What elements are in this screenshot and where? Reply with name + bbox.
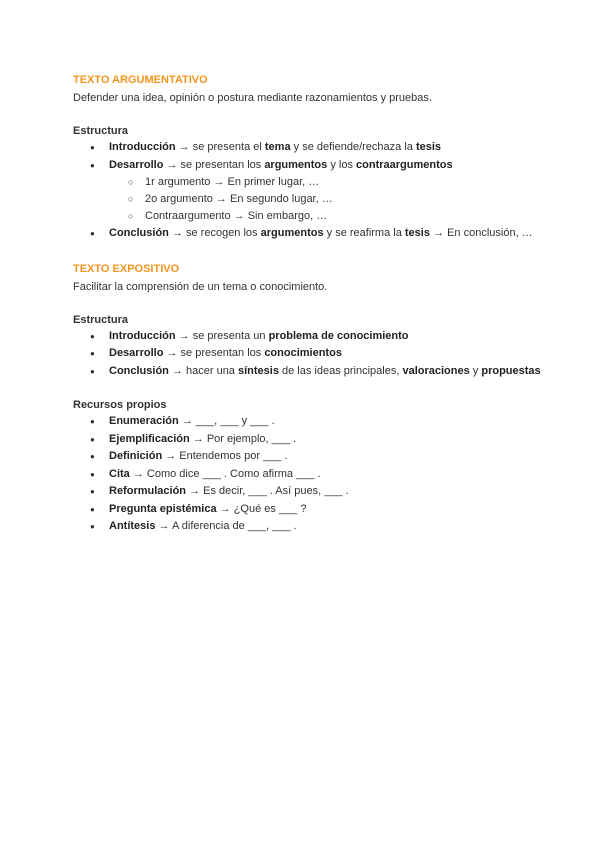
document-page	[73, 73, 553, 536]
text-run: → A diferencia de ___, ___ .	[155, 520, 297, 532]
bold-term: Desarrollo	[109, 158, 164, 171]
text-run: → hacer una	[168, 364, 238, 377]
text-run: → Entendemos por ___ .	[162, 450, 288, 462]
text-run: y	[469, 364, 482, 377]
sub-list-item: ○ 2o argumento → En segundo lugar, …	[73, 191, 553, 208]
bold-term: problema de conocimiento	[268, 329, 409, 342]
bold-term: Conclusión	[109, 364, 169, 377]
bold-term: argumentos	[260, 227, 324, 239]
bold-term: Ejemplificación	[109, 432, 190, 445]
text-run: → se presentan los	[163, 347, 265, 359]
bold-term: Introducción	[109, 329, 176, 342]
text-run: → En conclusión, …	[429, 227, 533, 239]
bold-term: tesis	[415, 141, 442, 153]
list-item	[73, 448, 553, 466]
bold-term: Pregunta epistémica	[109, 502, 217, 515]
bold-term: tema	[264, 141, 291, 153]
list-item	[73, 413, 553, 431]
bold-term: contraargumentos	[356, 158, 453, 171]
argumentativo-title: TEXTO ARGUMENTATIVO	[73, 74, 208, 86]
bold-term: síntesis	[237, 364, 279, 377]
bold-term: argumentos	[264, 158, 328, 171]
text-run: → Como dice ___ . Como afirma ___ .	[129, 467, 321, 480]
argumentativo-structure-list	[73, 139, 553, 243]
bold-term: Definición	[109, 450, 163, 462]
expositivo-description: Facilitar la comprensión de un tema o conocimiento.	[73, 280, 328, 293]
list-item	[73, 157, 553, 175]
list-item	[73, 518, 553, 536]
expositivo-resources-list	[73, 413, 553, 536]
text-run: y se defiende/rechaza la	[290, 141, 416, 153]
expositivo-resources-label: Recursos propios	[73, 399, 167, 411]
list-item	[73, 225, 553, 243]
list-item	[73, 431, 553, 449]
list-item	[73, 466, 553, 484]
bold-term: propuestas	[481, 364, 541, 377]
bold-term: Reformulación	[109, 485, 187, 497]
bold-term: Enumeración	[109, 415, 179, 427]
bold-term: valoraciones	[402, 364, 470, 377]
list-item	[73, 483, 553, 501]
bold-term: tesis	[404, 227, 430, 239]
sub-list-item: ○ Contraargumento → Sin embargo, …	[73, 208, 553, 225]
text-run: → se recogen los	[168, 227, 261, 239]
expositivo-title: TEXTO EXPOSITIVO	[73, 262, 180, 275]
bold-term: Antítesis	[109, 520, 156, 532]
expositivo-structure-label: Estructura	[73, 313, 129, 326]
bold-term: Desarrollo	[109, 347, 164, 359]
sub-list	[73, 174, 553, 225]
bold-term: Conclusión	[109, 227, 169, 239]
bold-term: Introducción	[109, 141, 176, 153]
list-item	[73, 345, 553, 363]
text-run: y se reafirma la	[323, 227, 405, 239]
bold-term: conocimientos	[264, 347, 342, 359]
sub-list-item: ○ 1r argumento → En primer lugar, …	[73, 174, 553, 191]
list-item	[73, 328, 553, 346]
text-run: → se presentan los	[163, 158, 265, 171]
expositivo-structure-list	[73, 328, 553, 381]
text-run: y los	[327, 158, 357, 171]
text-run: de las ideas principales,	[278, 364, 403, 377]
bold-term: Cita	[109, 467, 130, 480]
text-run: → Es decir, ___ . Así pues, ___ .	[186, 485, 349, 497]
text-run: → Por ejemplo, ___ .	[189, 432, 297, 445]
argumentativo-description: Defender una idea, opinión o postura mediante razonamientos y pruebas.	[73, 92, 432, 104]
list-item	[73, 139, 553, 157]
list-item	[73, 501, 553, 519]
argumentativo-structure-label: Estructura	[73, 125, 129, 137]
text-run: → ___, ___ y ___ .	[178, 415, 275, 427]
text-run: → ¿Qué es ___ ?	[216, 502, 307, 515]
text-run: → se presenta un	[175, 329, 269, 342]
text-run: → se presenta el	[175, 141, 265, 153]
list-item	[73, 363, 553, 381]
